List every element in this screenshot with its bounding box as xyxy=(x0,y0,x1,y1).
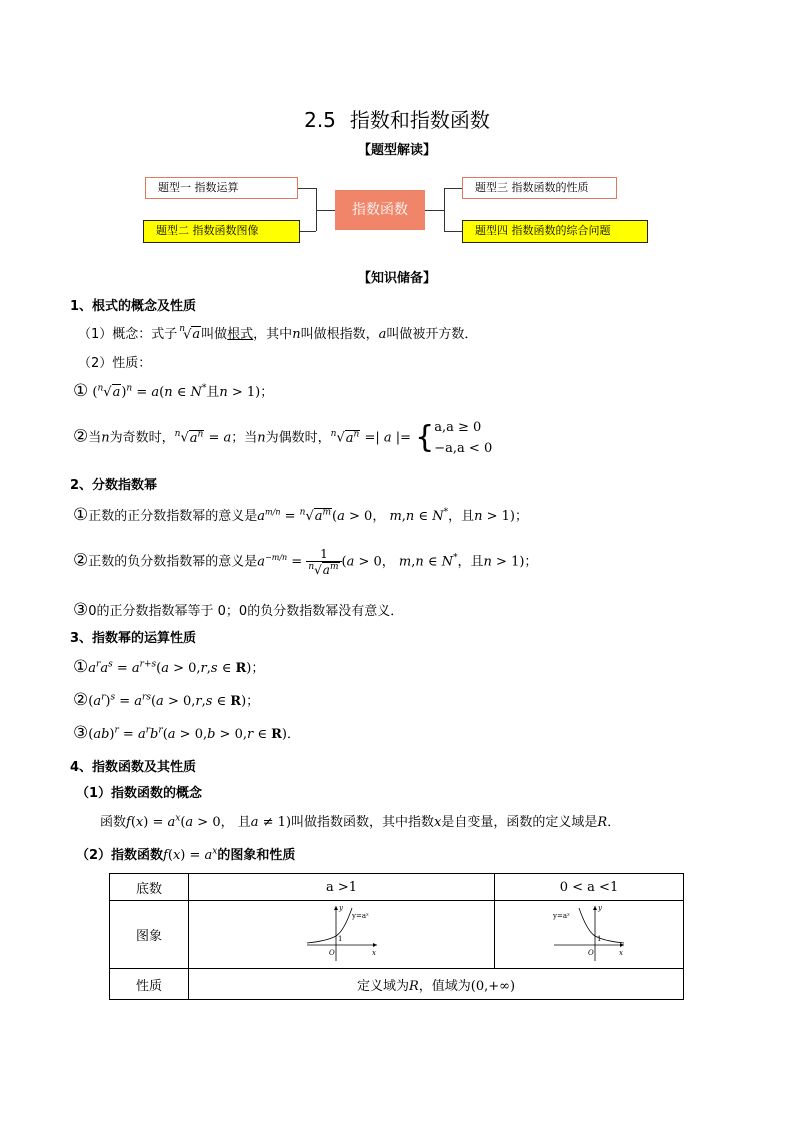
axis-x-label: x xyxy=(371,948,376,957)
graph-increasing xyxy=(302,903,382,963)
mindmap-node-type3: 题型三 指数函数的性质 xyxy=(462,177,617,199)
rule-2: $②(a^r)^s = a^{rs}(a > 0,r,s$ ∈ R)； xyxy=(73,690,260,710)
l1-tail: ，且 xyxy=(448,509,475,524)
row-label-base: 底数 xyxy=(110,874,189,901)
concept-rest3: 叫做被开方数． xyxy=(386,327,478,342)
concept-label: （1）概念：式子 xyxy=(78,327,178,342)
def-b: 且 xyxy=(237,815,251,830)
p2-c: ；当 xyxy=(231,430,258,446)
connector-left-bottom xyxy=(300,231,316,232)
col-a-gt-1: a >1 xyxy=(189,874,495,901)
connector-right-vertical xyxy=(444,188,445,231)
origin-label: O xyxy=(328,948,335,957)
def-e: ． xyxy=(607,815,621,830)
mindmap-node-type4: 题型四 指数函数的综合问题 xyxy=(462,220,648,243)
fraction-power-3 xyxy=(73,600,403,620)
table-row xyxy=(110,874,684,901)
circle-2: ② xyxy=(73,426,89,447)
connector-right-top xyxy=(444,188,462,189)
circle-1: ① xyxy=(73,505,89,525)
sub2-b: 的图象和性质 xyxy=(217,848,296,863)
l3-text: 0的正分数指数幂等于 0；0的负分数指数幂没有意义． xyxy=(88,604,404,619)
mindmap-center: 指数函数 xyxy=(335,190,425,230)
property-R: R xyxy=(408,978,419,994)
graph-cell-1 xyxy=(189,901,495,969)
concept-mid: 叫做 xyxy=(201,327,228,342)
p1-cond: 且 xyxy=(206,385,220,400)
mindmap-node-type2: 题型二 指数函数图像 xyxy=(143,220,300,243)
table-row xyxy=(110,969,684,1000)
types-header: 【题型解读】 xyxy=(357,143,436,158)
property-range: (0,+∞) xyxy=(470,978,516,994)
case-2: −a,a < 0 xyxy=(434,441,493,456)
mindmap-node-type1: 题型一 指数运算 xyxy=(145,177,298,199)
rule-1: $①a^ra^s = a^{r+s}(a > 0,r,s$ ∈ R)； xyxy=(73,657,265,677)
axis-y-label: y xyxy=(338,903,343,912)
circle-1: ① xyxy=(73,381,89,401)
row-label-graph: 图象 xyxy=(110,901,189,969)
case-1: a,a ≥ 0 xyxy=(434,420,482,435)
title-text: 指数和指数函数 xyxy=(349,108,490,132)
def-d: 是自变量，函数的定义域是 xyxy=(441,815,598,830)
section3-heading: 3、指数幂的运算性质 xyxy=(70,631,197,646)
origin-label: O xyxy=(588,948,594,957)
radical-concept-line: （1）概念：式子 $^n$√a叫做根式，其中n叫做根指数，a叫做被开方数． xyxy=(78,323,478,342)
circle-3: ③ xyxy=(73,723,89,743)
section2-heading: 2、分数指数幂 xyxy=(70,478,158,493)
graph-cell-2 xyxy=(495,901,684,969)
one-label: 1 xyxy=(597,934,602,943)
concept-term: 根式 xyxy=(227,327,254,342)
circle-2: ② xyxy=(73,690,89,710)
radical-property-1: ① $(^n√a)^n = a(n$ ∈ N*且n > 1)； xyxy=(73,381,274,401)
subsection-graph: （2）指数函数$f(x) = a^x$的图象和性质 xyxy=(76,846,296,863)
radical-property-2: ②当n为奇数时，$^n√a^n = a$；当n为偶数时，$^n√a^n$ =| a |= { a,a ≥ 0 −a,a < 0 xyxy=(73,417,492,459)
property-a: 定义域为 xyxy=(356,978,409,994)
curve-label: y=aˣ xyxy=(351,911,369,920)
fraction-power-1: ①正数的正分数指数幂的意义是$a^{m/n} = ^n√a^m(a > 0$， m,n ∈ N*，且n > 1)； xyxy=(73,505,528,525)
def-a: 函数 xyxy=(100,815,127,830)
concept-rest2: 叫做根指数， xyxy=(300,327,379,342)
section4-heading: 4、指数函数及其性质 xyxy=(70,760,197,775)
curve-label: y=aˣ xyxy=(553,911,570,920)
concept-rest1: ，其中 xyxy=(253,327,293,342)
l2-tail: ，且 xyxy=(457,554,484,570)
axis-x-label: x xyxy=(619,948,623,957)
fraction-power-2: ②正数的负分数指数幂的意义是$a^{-m/n}$ = $\frac{1}{^n√a^m}$ (a > 0， m,n ∈ N*，且n > 1)； xyxy=(73,547,538,577)
radical-expression: $^n$√a xyxy=(179,323,201,342)
l1-text: 正数的正分数指数幂的意义是 xyxy=(88,509,258,524)
subsection-concept: （1）指数函数的概念 xyxy=(76,786,203,801)
col-a-lt-1: 0 < a <1 xyxy=(495,874,684,901)
connector-left-top xyxy=(298,188,316,189)
def-c: 叫做指数函数，其中指数 xyxy=(291,815,435,830)
props-label: （2）性质： xyxy=(78,356,152,371)
sub2-a: （2）指数函数 xyxy=(76,848,164,863)
section1-heading: 1、根式的概念及性质 xyxy=(70,299,197,314)
circle-2: ② xyxy=(73,550,89,571)
row-label-property: 性质 xyxy=(110,969,189,1000)
l2-text: 正数的负分数指数幂的意义是 xyxy=(88,554,258,570)
table-row xyxy=(110,901,684,969)
p2-d: 为偶数时， xyxy=(265,430,331,446)
property-b: ，值域为 xyxy=(418,978,471,994)
circle-3: ③ xyxy=(73,600,89,620)
connector-right-mid xyxy=(425,210,444,211)
title-number: 2.5 xyxy=(304,108,336,132)
knowledge-header: 【知识储备】 xyxy=(357,271,436,286)
connector-left-mid xyxy=(316,210,335,211)
page-title xyxy=(0,104,794,133)
p2-a: 当 xyxy=(88,430,102,446)
connector-right-bottom xyxy=(444,231,462,232)
p2-b: 为奇数时， xyxy=(109,430,175,446)
exp-function-definition: 函数$f(x) = a^x(a > 0$， 且a ≠ 1)叫做指数函数，其中指数x是自变量，函数的定义域是R． xyxy=(100,813,621,830)
graph-decreasing xyxy=(549,903,629,963)
circle-1: ① xyxy=(73,657,89,677)
axis-y-label: y xyxy=(598,903,602,912)
property-cell xyxy=(189,969,684,1000)
properties-table xyxy=(109,873,684,1000)
one-label: 1 xyxy=(337,934,342,943)
rule-3: ③(ab)$^r$ = $a^rb^r(a > 0,b > 0,r$ ∈ R)． xyxy=(73,723,300,743)
